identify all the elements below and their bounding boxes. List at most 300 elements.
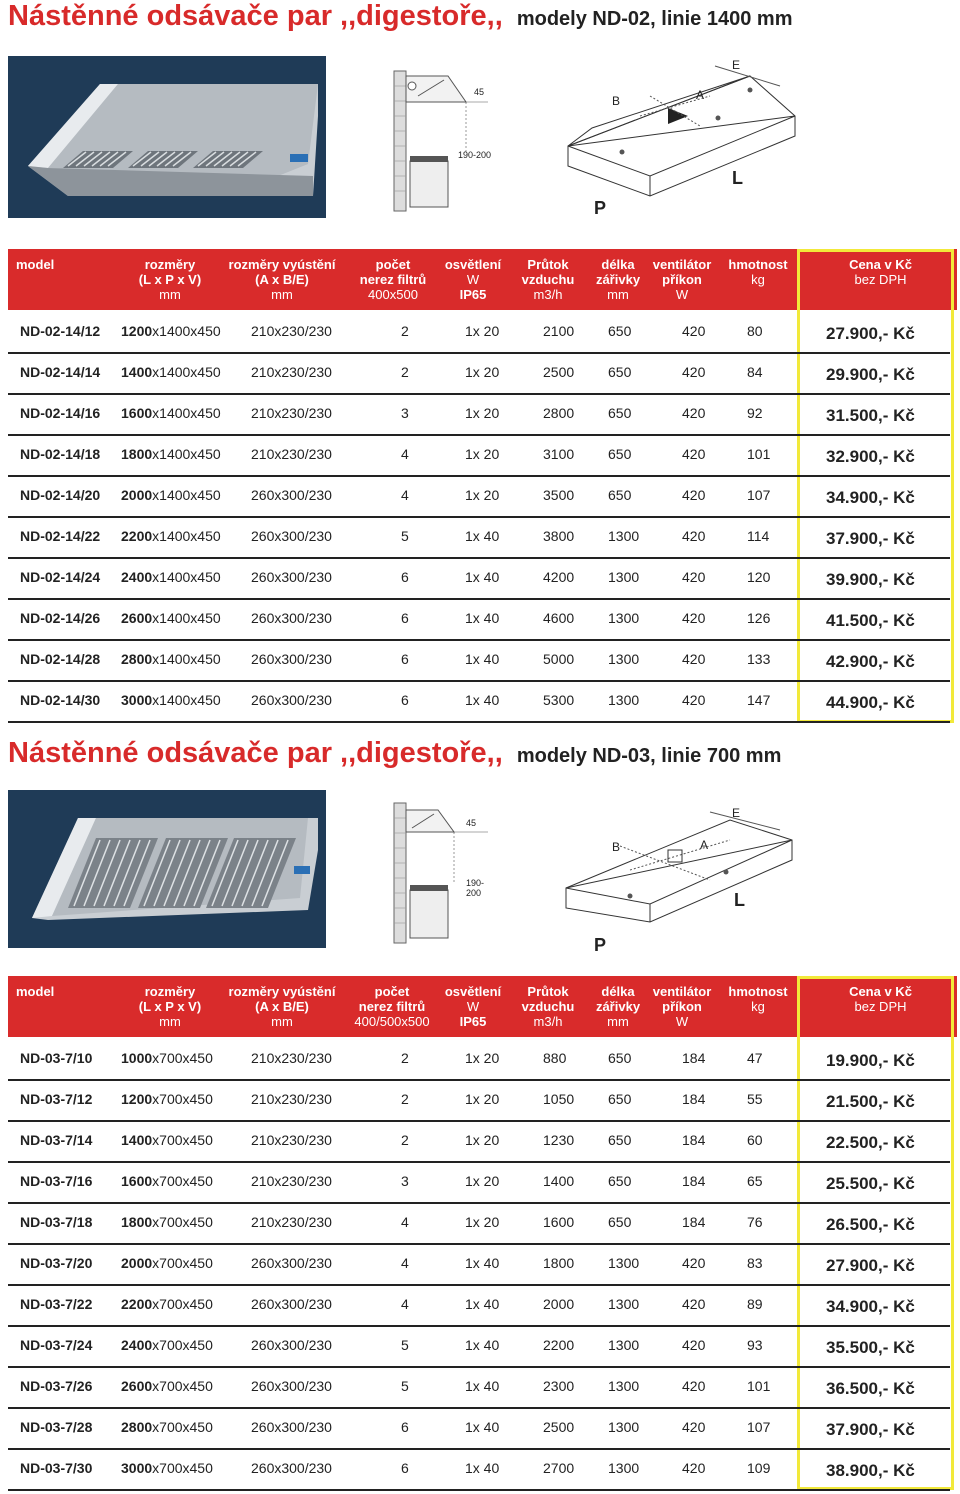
table-row <box>8 1202 950 1245</box>
cell-dims-length: 2400 <box>121 569 153 585</box>
cell-filters: 6 <box>401 610 409 626</box>
header-tube: délka zářivky mm <box>595 984 641 1029</box>
cell-dims <box>121 1132 213 1148</box>
cell-model: ND-03-7/22 <box>20 1296 93 1312</box>
table-row <box>8 393 950 436</box>
cell-model: ND-03-7/30 <box>20 1460 93 1476</box>
cell-fan: 420 <box>682 487 706 503</box>
cell-flow: 4600 <box>543 610 575 626</box>
header-dims: rozměry (L x P x V) mm <box>138 257 202 302</box>
cell-fan: 184 <box>682 1050 706 1066</box>
cell-price: 29.900,- Kč <box>826 365 915 384</box>
cell-model: ND-02-14/20 <box>20 487 101 503</box>
cell-fan: 420 <box>682 1419 706 1435</box>
cell-dims-rest: x700x450 <box>152 1214 213 1230</box>
cell-model: ND-03-7/12 <box>20 1091 93 1107</box>
cell-dims-rest: x700x450 <box>152 1050 213 1066</box>
cell-outlet: 210x230/230 <box>251 1214 332 1230</box>
cell-dims-length: 1600 <box>121 405 153 421</box>
cell-model: ND-02-14/12 <box>20 323 101 339</box>
section2-label-b: B <box>612 840 621 854</box>
cell-price: 42.900,- Kč <box>826 652 915 671</box>
cell-weight: 92 <box>747 405 763 421</box>
cell-dims <box>121 1460 213 1476</box>
cell-weight: 65 <box>747 1173 763 1189</box>
cell-outlet: 210x230/230 <box>251 405 332 421</box>
header-flow: Průtok vzduchu m3/h <box>521 257 575 302</box>
cell-outlet: 260x300/230 <box>251 1460 332 1476</box>
cell-price: 38.900,- Kč <box>826 1461 915 1480</box>
cell-flow: 2000 <box>543 1296 575 1312</box>
cell-weight: 107 <box>747 1419 771 1435</box>
cell-dims-length: 1000 <box>121 1050 153 1066</box>
section1-subtitle: modely ND-02, linie 1400 mm <box>516 8 793 30</box>
cell-filters: 2 <box>401 323 409 339</box>
cell-light: 1x 20 <box>465 405 500 421</box>
cell-dims-length: 2200 <box>121 1296 153 1312</box>
cell-tube: 650 <box>608 1214 632 1230</box>
header-filters: počet nerez filtrů 400/500x500 <box>354 984 430 1029</box>
cell-fan: 184 <box>682 1173 706 1189</box>
cell-weight: 47 <box>747 1050 763 1066</box>
table-row <box>8 352 950 395</box>
table-row <box>8 557 950 600</box>
section1-hood-photo <box>8 56 326 218</box>
cell-weight: 114 <box>747 528 770 544</box>
cell-weight: 126 <box>747 610 771 626</box>
cell-light: 1x 40 <box>465 1296 500 1312</box>
cell-light: 1x 20 <box>465 1214 500 1230</box>
table-row <box>8 475 950 518</box>
cell-light: 1x 40 <box>465 651 500 667</box>
cell-tube: 650 <box>608 1132 632 1148</box>
cell-dims-rest: x1400x450 <box>152 569 221 585</box>
cell-outlet: 260x300/230 <box>251 651 332 667</box>
cell-price: 26.500,- Kč <box>826 1215 915 1234</box>
table-row <box>8 1243 950 1286</box>
cell-dims <box>121 405 221 421</box>
cell-dims-rest: x1400x450 <box>152 446 221 462</box>
header-model: model <box>16 257 55 272</box>
cell-flow: 880 <box>543 1050 567 1066</box>
section2-label-e: E <box>732 806 741 820</box>
cell-dims <box>121 651 221 667</box>
header-price: Cena v Kč bez DPH <box>849 984 912 1014</box>
cell-dims-length: 3000 <box>121 1460 153 1476</box>
cell-dims-length: 2600 <box>121 1378 153 1394</box>
table-row <box>8 598 950 641</box>
cell-flow: 2500 <box>543 364 575 380</box>
cell-outlet: 210x230/230 <box>251 1050 332 1066</box>
cell-weight: 93 <box>747 1337 763 1353</box>
header-weight: hmotnost kg <box>728 257 788 287</box>
cell-outlet: 210x230/230 <box>251 446 332 462</box>
cell-light: 1x 40 <box>465 1337 500 1353</box>
cell-model: ND-02-14/26 <box>20 610 101 626</box>
header-weight: hmotnost kg <box>728 984 788 1014</box>
cell-light: 1x 40 <box>465 528 500 544</box>
cell-filters: 6 <box>401 692 409 708</box>
cell-dims <box>121 446 221 462</box>
cell-flow: 1800 <box>543 1255 575 1271</box>
cell-outlet: 260x300/230 <box>251 692 332 708</box>
cell-weight: 101 <box>747 1378 771 1394</box>
cell-dims-length: 1800 <box>121 1214 153 1230</box>
cell-filters: 4 <box>401 446 409 462</box>
cell-flow: 2700 <box>543 1460 575 1476</box>
cell-filters: 2 <box>401 1132 409 1148</box>
table-row <box>8 311 950 354</box>
cell-price: 25.500,- Kč <box>826 1174 915 1193</box>
cell-filters: 4 <box>401 487 409 503</box>
cell-outlet: 260x300/230 <box>251 610 332 626</box>
cell-price: 34.900,- Kč <box>826 1297 915 1316</box>
cell-dims-length: 1600 <box>121 1173 153 1189</box>
section1-angle-label: 45 <box>474 87 485 97</box>
cell-tube: 650 <box>608 1091 632 1107</box>
cell-flow: 4200 <box>543 569 575 585</box>
header-fan: ventilátor příkon W <box>652 257 712 302</box>
cell-outlet: 260x300/230 <box>251 528 332 544</box>
cell-dims <box>121 1173 213 1189</box>
cell-outlet: 260x300/230 <box>251 1419 332 1435</box>
cell-price: 32.900,- Kč <box>826 447 915 466</box>
cell-light: 1x 20 <box>465 364 500 380</box>
table-row <box>8 1079 950 1122</box>
cell-price: 22.500,- Kč <box>826 1133 915 1152</box>
cell-tube: 1300 <box>608 692 640 708</box>
cell-dims <box>121 323 221 339</box>
cell-dims <box>121 1419 213 1435</box>
cell-light: 1x 20 <box>465 1132 500 1148</box>
cell-outlet: 260x300/230 <box>251 1296 332 1312</box>
cell-model: ND-02-14/30 <box>20 692 101 708</box>
cell-flow: 5300 <box>543 692 575 708</box>
section1-title-row <box>8 0 792 33</box>
cell-price: 37.900,- Kč <box>826 1420 915 1439</box>
cell-flow: 1600 <box>543 1214 575 1230</box>
cell-flow: 5000 <box>543 651 575 667</box>
cell-light: 1x 20 <box>465 323 500 339</box>
section2-label-a: A <box>700 838 709 852</box>
cell-light: 1x 40 <box>465 569 500 585</box>
cell-filters: 6 <box>401 569 409 585</box>
cell-price: 31.500,- Kč <box>826 406 915 425</box>
cell-dims <box>121 487 221 503</box>
header-outlet: rozměry vyústění (A x B/E) mm <box>228 984 336 1029</box>
cell-model: ND-03-7/18 <box>20 1214 93 1230</box>
header-model: model <box>16 984 55 999</box>
cell-filters: 4 <box>401 1255 409 1271</box>
section2-side-diagram <box>388 798 498 948</box>
cell-price: 44.900,- Kč <box>826 693 915 712</box>
cell-dims-rest: x1400x450 <box>152 323 221 339</box>
cell-weight: 89 <box>747 1296 763 1312</box>
header-price: Cena v Kč bez DPH <box>849 257 912 287</box>
cell-light: 1x 20 <box>465 1091 500 1107</box>
table-row <box>8 516 950 559</box>
cell-model: ND-03-7/14 <box>20 1132 93 1148</box>
table-row <box>8 434 950 477</box>
section2-height-label: 190-200 <box>466 878 485 898</box>
cell-dims <box>121 1091 213 1107</box>
cell-weight: 55 <box>747 1091 763 1107</box>
cell-outlet: 210x230/230 <box>251 1091 332 1107</box>
cell-fan: 420 <box>682 405 706 421</box>
cell-tube: 1300 <box>608 528 640 544</box>
cell-dims-length: 2000 <box>121 1255 153 1271</box>
cell-filters: 4 <box>401 1214 409 1230</box>
cell-dims-rest: x1400x450 <box>152 487 221 503</box>
cell-model: ND-03-7/20 <box>20 1255 93 1271</box>
cell-dims <box>121 1378 213 1394</box>
table-row <box>8 1284 950 1327</box>
header-light: osvětlení W IP65 <box>444 257 502 302</box>
cell-model: ND-03-7/16 <box>20 1173 93 1189</box>
cell-price: 35.500,- Kč <box>826 1338 915 1357</box>
cell-light: 1x 40 <box>465 1419 500 1435</box>
cell-dims-rest: x700x450 <box>152 1173 213 1189</box>
cell-dims-length: 2400 <box>121 1337 153 1353</box>
cell-dims-rest: x1400x450 <box>152 651 221 667</box>
cell-tube: 650 <box>608 1173 632 1189</box>
cell-weight: 109 <box>747 1460 771 1476</box>
cell-price: 27.900,- Kč <box>826 1256 915 1275</box>
cell-outlet: 260x300/230 <box>251 569 332 585</box>
section1-label-l: L <box>732 168 743 188</box>
cell-tube: 1300 <box>608 1419 640 1435</box>
cell-fan: 420 <box>682 1296 706 1312</box>
section1-side-diagram <box>388 66 498 216</box>
section2-subtitle: modely ND-03, linie 700 mm <box>516 745 782 767</box>
cell-weight: 133 <box>747 651 771 667</box>
cell-tube: 1300 <box>608 1255 640 1271</box>
cell-fan: 420 <box>682 1378 706 1394</box>
cell-model: ND-03-7/28 <box>20 1419 93 1435</box>
cell-light: 1x 40 <box>465 1255 500 1271</box>
cell-fan: 420 <box>682 692 706 708</box>
table-row <box>8 1366 950 1409</box>
cell-model: ND-03-7/26 <box>20 1378 93 1394</box>
cell-weight: 83 <box>747 1255 763 1271</box>
cell-fan: 420 <box>682 1255 706 1271</box>
cell-dims <box>121 1255 213 1271</box>
table-row <box>8 1407 950 1450</box>
cell-fan: 184 <box>682 1091 706 1107</box>
cell-tube: 1300 <box>608 1460 640 1476</box>
cell-filters: 5 <box>401 1378 409 1394</box>
cell-dims-rest: x700x450 <box>152 1091 213 1107</box>
cell-dims <box>121 1337 213 1353</box>
cell-flow: 3100 <box>543 446 575 462</box>
cell-light: 1x 20 <box>465 1173 500 1189</box>
cell-fan: 184 <box>682 1214 706 1230</box>
section1-title: Nástěnné odsávače par ,,digestoře,, <box>8 0 503 32</box>
cell-filters: 3 <box>401 1173 409 1189</box>
cell-model: ND-03-7/10 <box>20 1050 93 1066</box>
cell-price: 41.500,- Kč <box>826 611 915 630</box>
section1-label-e: E <box>732 58 741 72</box>
cell-price: 27.900,- Kč <box>826 324 915 343</box>
section2-title: Nástěnné odsávače par ,,digestoře,, <box>8 737 503 769</box>
section1-iso-diagram <box>560 56 800 226</box>
cell-filters: 5 <box>401 1337 409 1353</box>
header-light: osvětlení W IP65 <box>444 984 502 1029</box>
table-row <box>8 1325 950 1368</box>
cell-price: 34.900,- Kč <box>826 488 915 507</box>
cell-outlet: 210x230/230 <box>251 364 332 380</box>
cell-light: 1x 40 <box>465 1378 500 1394</box>
header-fan: ventilátor příkon W <box>652 984 712 1029</box>
table-row <box>8 680 950 723</box>
cell-tube: 650 <box>608 1050 632 1066</box>
cell-light: 1x 20 <box>465 446 500 462</box>
cell-flow: 1400 <box>543 1173 575 1189</box>
section2-hood-photo <box>8 790 326 948</box>
cell-model: ND-02-14/24 <box>20 569 101 585</box>
cell-tube: 650 <box>608 323 632 339</box>
cell-filters: 2 <box>401 364 409 380</box>
cell-fan: 420 <box>682 364 706 380</box>
cell-dims-length: 1400 <box>121 1132 153 1148</box>
cell-light: 1x 40 <box>465 692 500 708</box>
cell-flow: 1230 <box>543 1132 575 1148</box>
cell-flow: 3800 <box>543 528 575 544</box>
section2-label-p: P <box>594 935 607 955</box>
cell-light: 1x 40 <box>465 610 500 626</box>
cell-dims <box>121 1214 213 1230</box>
section2-label-l: L <box>734 890 745 910</box>
cell-model: ND-02-14/22 <box>20 528 101 544</box>
cell-price: 19.900,- Kč <box>826 1051 915 1070</box>
section1-height-label: 190-200 <box>458 150 492 160</box>
cell-dims <box>121 569 221 585</box>
cell-dims <box>121 1296 213 1312</box>
cell-light: 1x 20 <box>465 487 500 503</box>
cell-outlet: 260x300/230 <box>251 487 332 503</box>
cell-flow: 2100 <box>543 323 575 339</box>
header-tube: délka zářivky mm <box>595 257 641 302</box>
cell-dims-length: 3000 <box>121 692 153 708</box>
cell-outlet: 210x230/230 <box>251 1173 332 1189</box>
table-row <box>8 1038 950 1081</box>
cell-dims-rest: x700x450 <box>152 1132 213 1148</box>
cell-flow: 2500 <box>543 1419 575 1435</box>
header-filters: počet nerez filtrů 400x500 <box>359 257 427 302</box>
section1-label-b: B <box>612 94 621 108</box>
header-flow: Průtok vzduchu m3/h <box>521 984 575 1029</box>
cell-dims-rest: x1400x450 <box>152 405 221 421</box>
cell-dims-rest: x700x450 <box>152 1378 213 1394</box>
cell-fan: 420 <box>682 446 706 462</box>
section1-label-a: A <box>696 88 705 102</box>
cell-tube: 650 <box>608 364 632 380</box>
cell-tube: 1300 <box>608 1337 640 1353</box>
cell-weight: 76 <box>747 1214 763 1230</box>
cell-model: ND-03-7/24 <box>20 1337 93 1353</box>
header-outlet: rozměry vyústění (A x B/E) mm <box>228 257 336 302</box>
cell-model: ND-02-14/14 <box>20 364 101 380</box>
cell-dims-rest: x1400x450 <box>152 692 221 708</box>
cell-tube: 1300 <box>608 569 640 585</box>
cell-fan: 420 <box>682 610 706 626</box>
cell-tube: 650 <box>608 405 632 421</box>
cell-filters: 2 <box>401 1091 409 1107</box>
cell-dims-length: 2000 <box>121 487 153 503</box>
cell-tube: 1300 <box>608 651 640 667</box>
cell-price: 36.500,- Kč <box>826 1379 915 1398</box>
cell-flow: 2800 <box>543 405 575 421</box>
cell-dims-length: 1200 <box>121 1091 153 1107</box>
cell-tube: 1300 <box>608 610 640 626</box>
cell-fan: 420 <box>682 323 706 339</box>
cell-price: 39.900,- Kč <box>826 570 915 589</box>
cell-dims-rest: x700x450 <box>152 1296 213 1312</box>
table-row <box>8 1120 950 1163</box>
cell-filters: 3 <box>401 405 409 421</box>
cell-dims <box>121 692 221 708</box>
cell-flow: 2300 <box>543 1378 575 1394</box>
cell-filters: 6 <box>401 651 409 667</box>
cell-outlet: 210x230/230 <box>251 323 332 339</box>
section2-iso-diagram <box>560 800 800 965</box>
cell-light: 1x 40 <box>465 1460 500 1476</box>
cell-fan: 184 <box>682 1132 706 1148</box>
cell-dims-rest: x1400x450 <box>152 528 221 544</box>
cell-dims <box>121 364 221 380</box>
cell-dims-length: 2800 <box>121 1419 153 1435</box>
cell-dims-rest: x700x450 <box>152 1255 213 1271</box>
cell-tube: 650 <box>608 487 632 503</box>
cell-fan: 420 <box>682 1337 706 1353</box>
cell-fan: 420 <box>682 651 706 667</box>
cell-weight: 120 <box>747 569 771 585</box>
cell-dims-rest: x1400x450 <box>152 364 221 380</box>
cell-weight: 60 <box>747 1132 763 1148</box>
cell-filters: 2 <box>401 1050 409 1066</box>
cell-flow: 1050 <box>543 1091 575 1107</box>
cell-weight: 107 <box>747 487 771 503</box>
cell-flow: 2200 <box>543 1337 575 1353</box>
cell-filters: 5 <box>401 528 409 544</box>
cell-dims-length: 1200 <box>121 323 153 339</box>
table-row <box>8 1161 950 1204</box>
cell-dims <box>121 610 221 626</box>
table-row <box>8 1448 950 1491</box>
cell-fan: 420 <box>682 528 706 544</box>
cell-outlet: 210x230/230 <box>251 1132 332 1148</box>
cell-price: 21.500,- Kč <box>826 1092 915 1111</box>
cell-weight: 80 <box>747 323 763 339</box>
cell-model: ND-02-14/18 <box>20 446 101 462</box>
cell-dims-rest: x700x450 <box>152 1337 213 1353</box>
cell-dims <box>121 1050 213 1066</box>
cell-light: 1x 20 <box>465 1050 500 1066</box>
cell-outlet: 260x300/230 <box>251 1378 332 1394</box>
cell-model: ND-02-14/28 <box>20 651 101 667</box>
cell-dims-length: 1800 <box>121 446 153 462</box>
cell-dims-length: 1400 <box>121 364 153 380</box>
cell-dims-rest: x700x450 <box>152 1460 213 1476</box>
header-dims: rozměry (L x P x V) mm <box>138 984 202 1029</box>
cell-dims-rest: x1400x450 <box>152 610 221 626</box>
cell-filters: 4 <box>401 1296 409 1312</box>
cell-outlet: 260x300/230 <box>251 1337 332 1353</box>
cell-weight: 101 <box>747 446 771 462</box>
cell-dims-length: 2200 <box>121 528 153 544</box>
table-row <box>8 639 950 682</box>
cell-dims-rest: x700x450 <box>152 1419 213 1435</box>
